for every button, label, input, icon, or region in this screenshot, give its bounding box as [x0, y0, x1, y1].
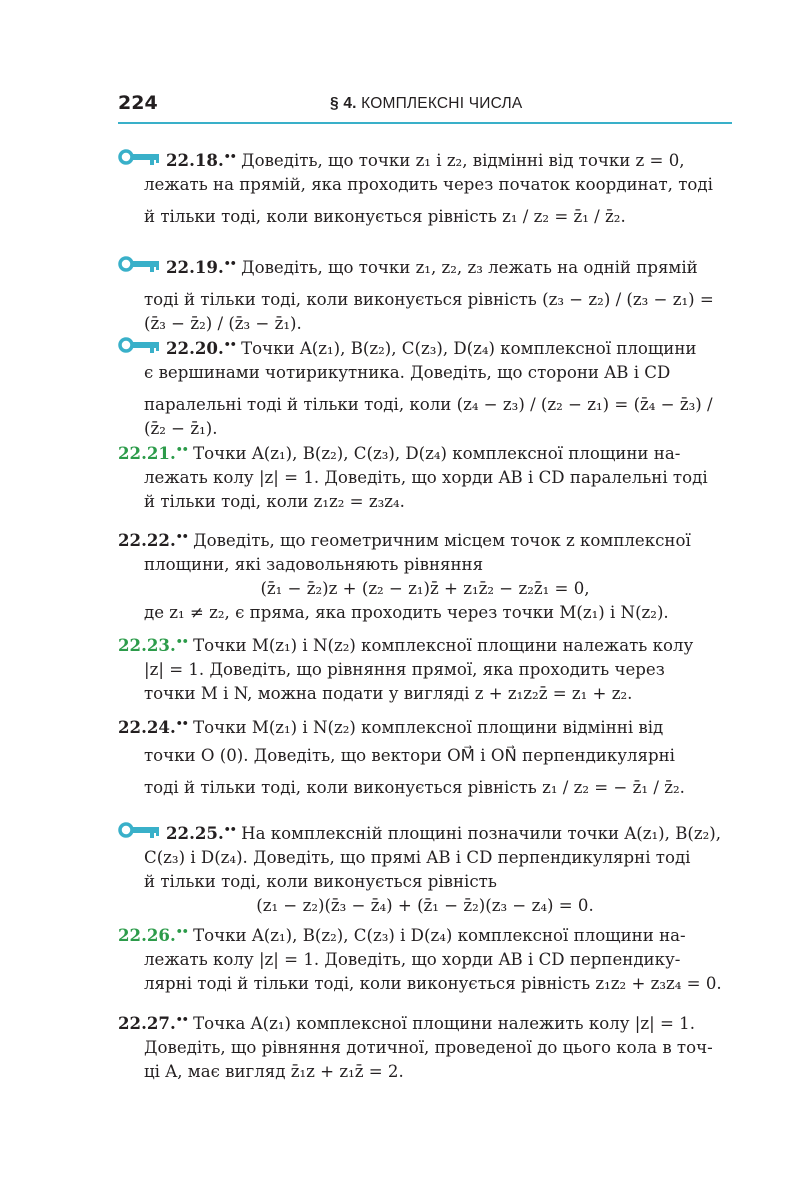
problem-line: лежать колу |z| = 1. Доведіть, що хорди AB і CD перпендику-: [144, 950, 681, 969]
problem-22-21: 22.21.•• Точки A(z₁), B(z₂), C(z₃), D(z₄) комплексної площини на- лежать колу |z| = 1. Доведіть, що хорди AB і CD паралельні тоді й тільки тоді, коли z₁z₂ = z₃z₄.: [118, 438, 732, 514]
problem-line: тоді й тільки тоді, коли виконується рівність (z₃ − z₂) / (z₃ − z₁) = (z̄₃ − z̄₂) / (z̄₃ − z̄₁).: [144, 290, 714, 333]
problem-line: Точки M(z₁) і N(z₂) комплексної площини відмінні від: [193, 718, 664, 737]
problem-22-18: 22.18.•• Доведіть, що точки z₁ і z₂, відмінні від точки z = 0, лежать на прямій, яка проходить через початок координат, тоді й тільки тоді, коли виконується рівність z₁ / z₂ = z̄₁ / z̄₂.: [118, 145, 732, 229]
problem-line: C(z₃) і D(z₄). Доведіть, що прямі AB і CD перпендикулярні тоді: [144, 848, 691, 867]
problem-line: На комплексній площині позначили точки A(z₁), B(z₂),: [241, 824, 721, 843]
problem-line: Доведіть, що геометричним місцем точок z комплексної: [193, 531, 691, 550]
problem-22-26: 22.26.•• Точки A(z₁), B(z₂), C(z₃) і D(z₄) комплексної площини на- лежать колу |z| = 1. Доведіть, що хорди AB і CD перпендику- лярні тоді й тільки тоді, коли виконується рівність z₁z₂ + z₃z₄ = 0.: [118, 920, 732, 996]
section-label: § 4.: [330, 95, 357, 112]
problem-line: й тільки тоді, коли z₁z₂ = z₃z₄.: [144, 492, 405, 511]
problem-line: паралельні тоді й тільки тоді, коли (z₄ − z₃) / (z₂ − z₁) = (z̄₄ − z̄₃) / (z̄₂ − z̄₁).: [144, 395, 713, 438]
problem-line: Точки A(z₁), B(z₂), C(z₃), D(z₄) комплексної площини на-: [193, 444, 681, 463]
section-title: КОМПЛЕКСНІ ЧИСЛА: [361, 95, 523, 112]
problem-line: лежать колу |z| = 1. Доведіть, що хорди AB і CD паралельні тоді: [144, 468, 708, 487]
problem-22-22: 22.22.•• Доведіть, що геометричним місцем точок z комплексної площини, які задовольняють рівняння (z̄₁ − z̄₂)z + (z₂ − z₁)z̄ + z₁z̄₂ − z₂z̄₁ = 0, де z₁ ≠ z₂, є пряма, яка проходить через точки M(z₁) і N(z₂).: [118, 525, 732, 625]
problem-line: точки M і N, можна подати у вигляді z + z₁z₂z̄ = z₁ + z₂.: [144, 684, 633, 703]
key-icon: [118, 336, 162, 354]
problem-line: Точки A(z₁), B(z₂), C(z₃), D(z₄) комплексної площини: [241, 339, 697, 358]
problem-22-24: 22.24.•• Точки M(z₁) і N(z₂) комплексної площини відмінні від точки O (0). Доведіть, що вектори OM⃗ і ON⃗ перпендикулярні тоді й тільки тоді, коли виконується рівність z₁ / z₂ = − z̄₁ / z̄₂.: [118, 712, 732, 800]
problem-line: площини, які задовольняють рівняння: [144, 555, 484, 574]
problem-22-27: 22.27.•• Точка A(z₁) комплексної площини належить колу |z| = 1. Доведіть, що рівняння дотичної, проведеної до цього кола в точ- ці A, має вигляд z̄₁z + z₁z̄ = 2.: [118, 1008, 732, 1084]
page-header: [118, 92, 732, 122]
problem-line: Доведіть, що рівняння дотичної, проведеної до цього кола в точ-: [144, 1038, 713, 1057]
problem-line: Точки A(z₁), B(z₂), C(z₃) і D(z₄) комплексної площини на-: [193, 926, 686, 945]
problem-number: 22.23.: [118, 635, 176, 655]
page-number: 224: [118, 92, 158, 114]
problem-number: 22.27.: [118, 1013, 176, 1033]
problem-line: й тільки тоді, коли виконується рівність: [144, 872, 497, 891]
key-icon: [118, 821, 162, 839]
problem-line: Доведіть, що точки z₁, z₂, z₃ лежать на одній прямій: [241, 258, 698, 277]
problem-number: 22.20.: [166, 338, 224, 358]
problem-22-23: 22.23.•• Точки M(z₁) і N(z₂) комплексної площини належать колу |z| = 1. Доведіть, що рівняння прямої, яка проходить через точки M і N, можна подати у вигляді z + z₁z₂z̄ = z₁ + z₂.: [118, 630, 732, 706]
problem-line: Точки M(z₁) і N(z₂) комплексної площини належать колу: [193, 636, 694, 655]
problem-number: 22.25.: [166, 823, 224, 843]
problem-number: 22.24.: [118, 717, 176, 737]
problem-line: й тільки тоді, коли виконується рівність z₁ / z₂ = z̄₁ / z̄₂.: [144, 207, 626, 226]
problem-22-20: 22.20.•• Точки A(z₁), B(z₂), C(z₃), D(z₄) комплексної площини є вершинами чотирикутника. Доведіть, що сторони AB і CD паралельні тоді й тільки тоді, коли (z₄ − z₃) / (z₂ − z₁) = (z̄₄ − z̄₃) / (z̄₂ − z̄₁).: [118, 333, 732, 441]
key-icon: [118, 148, 162, 166]
problem-line: Точка A(z₁) комплексної площини належить колу |z| = 1.: [193, 1014, 695, 1033]
problem-line: лярні тоді й тільки тоді, коли виконується рівність z₁z₂ + z₃z₄ = 0.: [144, 974, 722, 993]
problem-line: |z| = 1. Доведіть, що рівняння прямої, яка проходить через: [144, 660, 665, 679]
problem-line: лежать на прямій, яка проходить через початок координат, тоді: [144, 175, 713, 194]
problem-formula: (z₁ − z₂)(z̄₃ − z̄₄) + (z̄₁ − z̄₂)(z₃ − z₄) = 0.: [256, 896, 594, 915]
header-rule: [118, 122, 732, 124]
problem-22-25: 22.25.•• На комплексній площині позначили точки A(z₁), B(z₂), C(z₃) і D(z₄). Доведіть, що прямі AB і CD перпендикулярні тоді й тільки тоді, коли виконується рівність (z₁ − z₂)(z̄₃ − z̄₄) + (z̄₁ − z̄₂)(z₃ − z₄) = 0.: [118, 818, 732, 918]
key-icon: [118, 255, 162, 273]
problem-number: 22.22.: [118, 530, 176, 550]
section-heading: [330, 95, 522, 113]
problem-number: 22.26.: [118, 925, 176, 945]
problem-formula: (z̄₁ − z̄₂)z + (z₂ − z₁)z̄ + z₁z̄₂ − z₂z̄₁ = 0,: [260, 579, 590, 598]
problem-number: 22.19.: [166, 257, 224, 277]
problem-line: точки O (0). Доведіть, що вектори OM⃗ і ON⃗ перпендикулярні: [144, 746, 675, 765]
problem-22-19: 22.19.•• Доведіть, що точки z₁, z₂, z₃ лежать на одній прямій тоді й тільки тоді, коли виконується рівність (z₃ − z₂) / (z₃ − z₁) = (z̄₃ − z̄₂) / (z̄₃ − z̄₁).: [118, 252, 732, 336]
problem-line: де z₁ ≠ z₂, є пряма, яка проходить через точки M(z₁) і N(z₂).: [144, 603, 669, 622]
problem-number: 22.18.: [166, 150, 224, 170]
problem-line: тоді й тільки тоді, коли виконується рівність z₁ / z₂ = − z̄₁ / z̄₂.: [144, 778, 685, 797]
problem-line: є вершинами чотирикутника. Доведіть, що сторони AB і CD: [144, 363, 671, 382]
problem-line: ці A, має вигляд z̄₁z + z₁z̄ = 2.: [144, 1062, 404, 1081]
problem-number: 22.21.: [118, 443, 176, 463]
problem-line: Доведіть, що точки z₁ і z₂, відмінні від точки z = 0,: [241, 151, 685, 170]
